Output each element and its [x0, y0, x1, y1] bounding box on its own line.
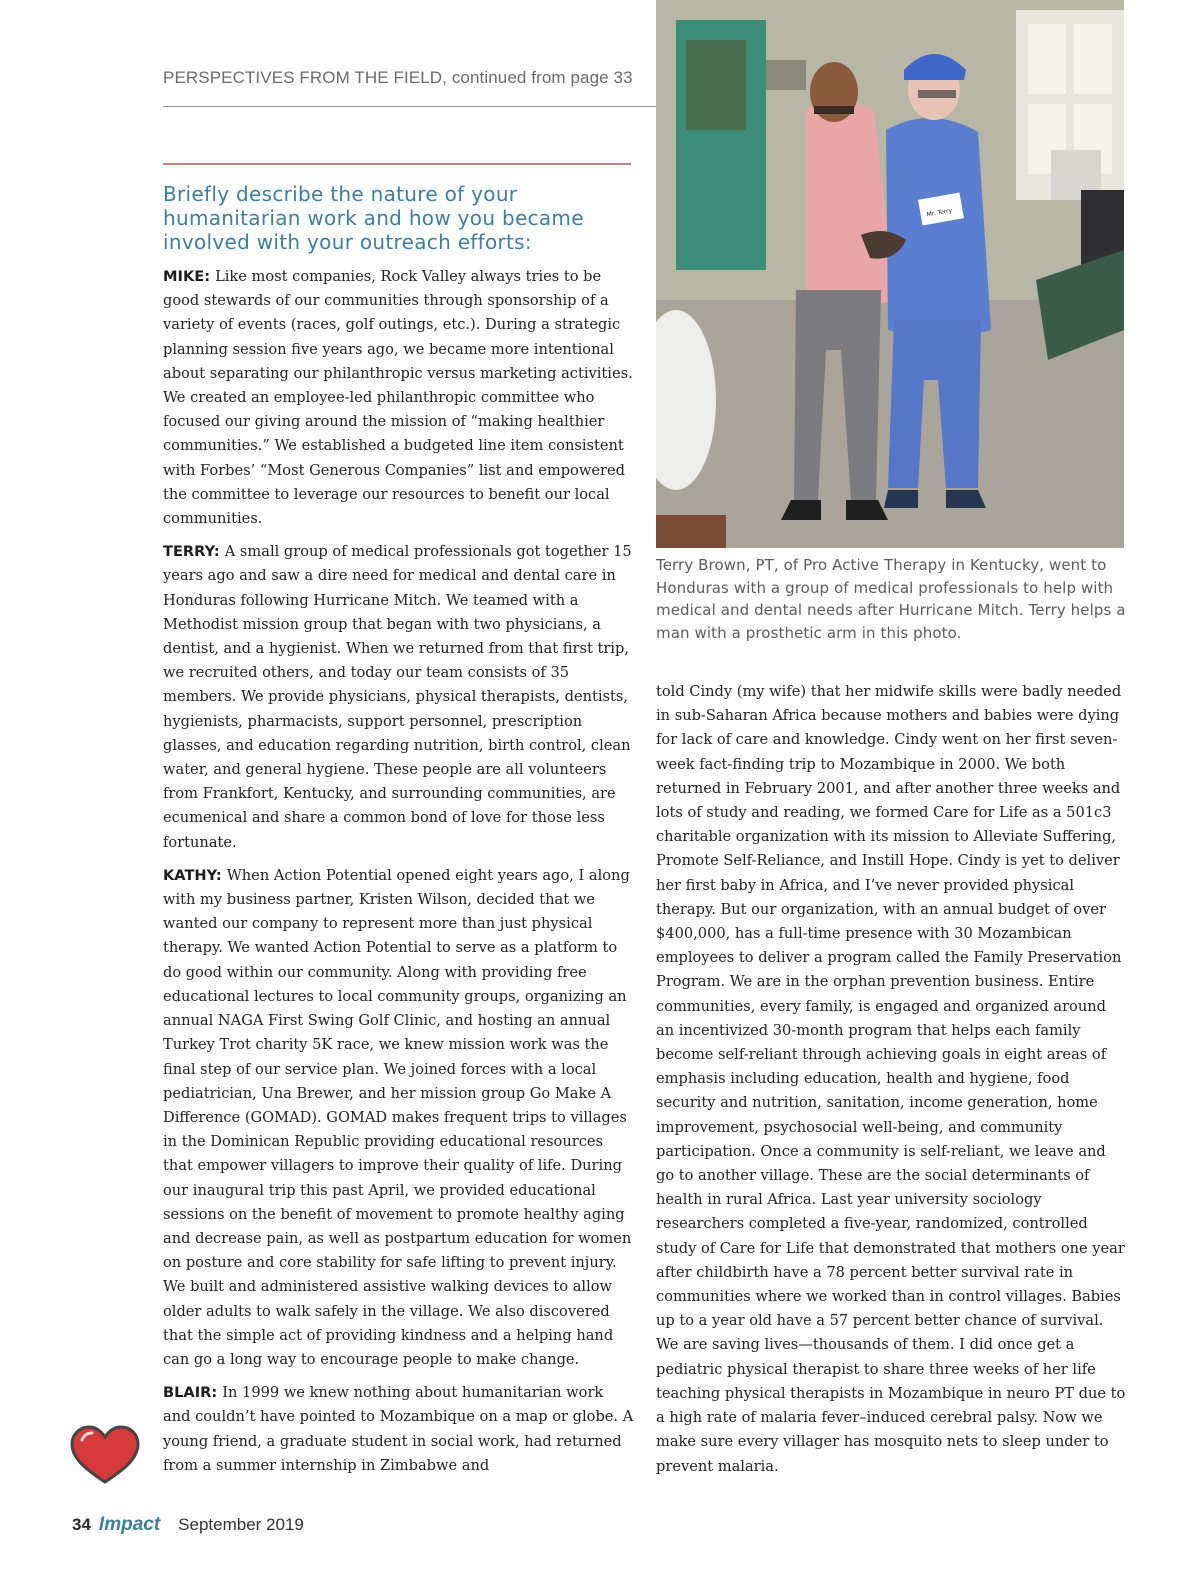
answer-terry [163, 540, 635, 855]
answer-kathy [163, 864, 635, 1372]
answer-text: Like most companies, Rock Valley always tries to be good stewards of our communities through sponsorship of a variety of events (races, golf outings, etc.). During a strategic planning session five years ago, we became more intentional about separating our philanthropic versus marketing activities. We created an employee-led philanthropic committee who focused our giving around the mission of “making healthier communities.” We established a budgeted line item consistent with Forbes’ “Most Generous Companies” list and empowered the committee to leverage our resources to benefit our local communities. [163, 268, 633, 528]
question-divider [163, 163, 631, 165]
speaker-name: BLAIR: [163, 1384, 218, 1402]
answer-mike [163, 265, 635, 531]
answer-text: When Action Potential opened eight years ago, I along with my business partner, Kristen Wilson, decided that we wanted our company to represent more than just physical therapy. We wanted Action Potential to serve as a platform to do good within our community. Along with providing free educational lectures to local community groups, organizing an annual NAGA First Swing Golf Clinic, and hosting an annual Turkey Trot charity 5K race, we knew mission work was the final step of our service plan. We joined forces with a local pediatrician, Una Brewer, and her mission group Go Make A Difference (GOMAD). GOMAD makes frequent trips to villages in the Dominican Republic providing educational resources that empower villagers to improve their quality of life. During our inaugural trip this past April, we provided educational sessions on the benefit of movement to promote healthy aging and decrease pain, as well as postpartum education for women on posture and core stability for safe lifting to prevent injury. We built and administered assistive walking devices to allow older adults to walk safely in the village. We also discovered that the simple act of providing kindness and a helping hand can go a long way to encourage people to make change. [163, 866, 632, 1368]
page-number: 34 [72, 1515, 91, 1534]
heart-icon [68, 1424, 142, 1486]
left-column [163, 265, 635, 1487]
speaker-name: KATHY: [163, 866, 222, 884]
answer-text: A small group of medical professionals got together 15 years ago and saw a dire need for medical and dental care in Honduras following Hurricane Mitch. We teamed with a Methodist mission group that began with two physicians, a dentist, and a hygienist. When we returned from that first trip, we recruited others, and today our team consists of 35 members. We provide physicians, physical therapists, dentists, hygienists, pharmacists, support personnel, prescription glasses, and education regarding nutrition, birth control, clean water, and general hygiene. These people are all volunteers from Frankfort, Kentucky, and surrounding communities, are ecumenical and share a common bond of love for those less fortunate. [163, 543, 632, 851]
question-heading: Briefly describe the nature of your humanitarian work and how you became involved with your outreach efforts: [163, 182, 584, 254]
photo [656, 0, 1124, 548]
answer-blair [163, 1381, 635, 1478]
speaker-name: MIKE: [163, 268, 211, 285]
continued-note: continued from page 33 [451, 68, 633, 87]
magazine-name: Impact [98, 1514, 161, 1535]
section-title: PERSPECTIVES FROM THE FIELD, [163, 68, 447, 87]
answer-text: In 1999 we knew nothing about humanitarian work and couldn’t have pointed to Mozambique on a map or globe. A young friend, a graduate student in social work, had returned from a summer internship in Zimbabwe and [163, 1384, 634, 1474]
header-divider [163, 106, 657, 107]
speaker-name: TERRY: [163, 543, 220, 561]
page-footer [72, 1514, 304, 1538]
answer-blair-continued: told Cindy (my wife) that her midwife skills were badly needed in sub-Saharan Africa because mothers and babies were dying for lack of care and knowledge. Cindy went on her first seven-week fact-finding trip to Mozambique in 2000. We both returned in February 2001, and after another three weeks and lots of study and reading, we formed Care for Life as a 501c3 charitable organization with its mission to Alleviate Suffering, Promote Self-Reliance, and Instill Hope. Cindy is yet to deliver her first baby in Africa, and I’ve never provided physical therapy. But our organization, with an annual budget of over $400,000, has a full-time presence with 30 Mozambican employees to deliver a program called the Family Preservation Program. We are in the orphan prevention business. Entire communities, every family, is engaged and organized around an incentivized 30-month program that helps each family become self-reliant through achieving goals in eight areas of emphasis including education, health and hygiene, food security and nutrition, sanitation, income generation, home improvement, psychosocial well-being, and community participation. Once a community is self-reliant, we leave and go to another village. These are the social determinants of health in rural Africa. Last year university sociology researchers completed a five-year, randomized, controlled study of Care for Life that demonstrated that mothers one year after childbirth have a 78 percent better survival rate in communities where we worked than in control villages. Babies up to a year old have a 57 percent better chance of survival. We are saving lives—thousands of them. I did once get a pediatric physical therapist to share three weeks of her life teaching physical therapists in Mozambique in neuro PT due to a high rate of malaria fever–induced cerebral palsy. Now we make sure every villager has mosquito nets to sleep under to prevent malaria. [656, 683, 1126, 1475]
name-badge-text: Mr. Terry [926, 207, 953, 219]
photo-illustration [656, 0, 1124, 548]
photo-caption: Terry Brown, PT, of Pro Active Therapy in Kentucky, went to Honduras with a group of medical professionals to help with medical and dental needs after Hurricane Mitch. Terry helps a man with a prosthetic arm in this photo. [656, 556, 1126, 642]
continued-header [163, 68, 633, 88]
right-column [656, 680, 1128, 1488]
issue-date: September 2019 [178, 1515, 304, 1534]
